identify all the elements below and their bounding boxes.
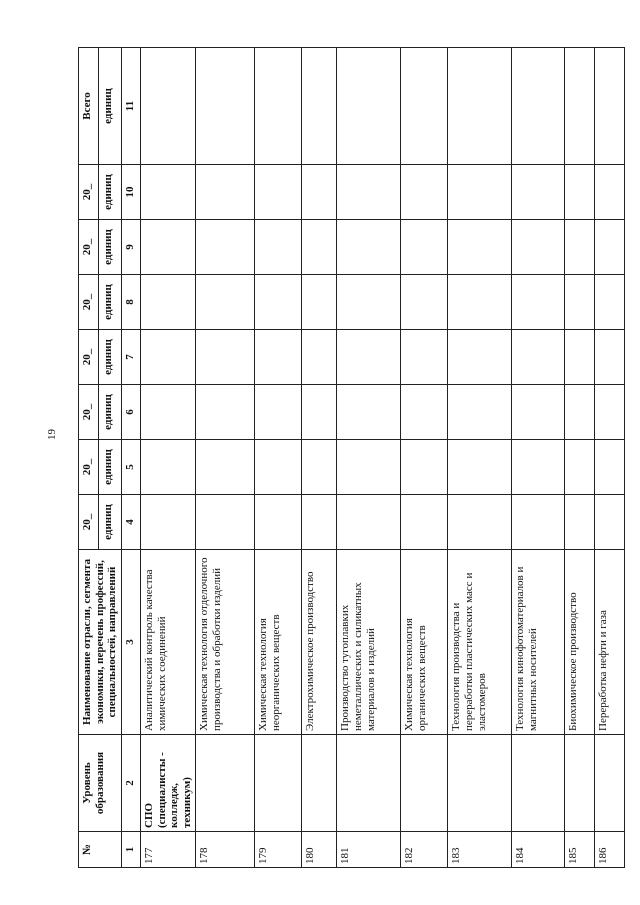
row-level: СПО (специалисты - колледж, техникум) [140, 735, 196, 832]
empty-cell [565, 220, 595, 275]
table-row [565, 48, 595, 868]
unit-label: единиц [99, 495, 122, 550]
header-year: 20_ [79, 385, 99, 440]
empty-cell [401, 165, 448, 220]
empty-cell [565, 330, 595, 385]
empty-cell [448, 48, 512, 165]
row-level [448, 735, 512, 832]
empty-cell [255, 48, 302, 165]
table-body [140, 48, 625, 868]
column-number: 2 [121, 735, 140, 832]
header-no: № [79, 832, 122, 868]
column-number: 10 [121, 165, 140, 220]
empty-cell [302, 495, 337, 550]
header-year: 20_ [79, 275, 99, 330]
row-name: Технология производства и переработки пластических масс и эластомеров [448, 550, 512, 735]
empty-cell [512, 275, 565, 330]
unit-label: единиц [99, 440, 122, 495]
empty-cell [401, 440, 448, 495]
empty-cell [255, 330, 302, 385]
empty-cell [337, 330, 401, 385]
empty-cell [302, 220, 337, 275]
table-row [448, 48, 512, 868]
empty-cell [302, 275, 337, 330]
column-number: 8 [121, 275, 140, 330]
empty-cell [302, 330, 337, 385]
table-row [255, 48, 302, 868]
row-number: 183 [448, 832, 512, 868]
row-name: Аналитический контроль качества химических соединений [140, 550, 196, 735]
row-level [302, 735, 337, 832]
column-number: 6 [121, 385, 140, 440]
row-number: 180 [302, 832, 337, 868]
empty-cell [401, 330, 448, 385]
header-year: 20_ [79, 330, 99, 385]
empty-cell [595, 440, 625, 495]
empty-cell [255, 440, 302, 495]
row-level [595, 735, 625, 832]
row-number: 178 [196, 832, 255, 868]
empty-cell [337, 165, 401, 220]
empty-cell [595, 385, 625, 440]
empty-cell [401, 385, 448, 440]
table-row [595, 48, 625, 868]
empty-cell [255, 275, 302, 330]
row-level [255, 735, 302, 832]
row-name: Электрохимическое производство [302, 550, 337, 735]
empty-cell [512, 495, 565, 550]
unit-label: единиц [99, 330, 122, 385]
column-number: 7 [121, 330, 140, 385]
specialties-table [78, 47, 625, 868]
column-number: 4 [121, 495, 140, 550]
empty-cell [448, 330, 512, 385]
column-number: 11 [121, 48, 140, 165]
row-name: Переработка нефти и газа [595, 550, 625, 735]
empty-cell [196, 330, 255, 385]
header-total: Всего [79, 48, 99, 165]
empty-cell [448, 495, 512, 550]
empty-cell [512, 385, 565, 440]
header-name: Наименование отрасли, сегмента экономики, перечень профессий, специальностей, направлений [79, 550, 122, 735]
empty-cell [140, 440, 196, 495]
row-name: Технология кинофотоматериалов и магнитных носителей [512, 550, 565, 735]
row-level [196, 735, 255, 832]
empty-cell [337, 220, 401, 275]
column-number: 9 [121, 220, 140, 275]
empty-cell [196, 275, 255, 330]
empty-cell [595, 495, 625, 550]
empty-cell [448, 220, 512, 275]
row-number: 184 [512, 832, 565, 868]
empty-cell [196, 220, 255, 275]
row-number: 177 [140, 832, 196, 868]
row-name: Биохимическое производство [565, 550, 595, 735]
empty-cell [512, 48, 565, 165]
row-level [565, 735, 595, 832]
row-number: 181 [337, 832, 401, 868]
empty-cell [302, 440, 337, 495]
column-number: 1 [121, 832, 140, 868]
header-level: Уровень образования [79, 735, 122, 832]
empty-cell [512, 220, 565, 275]
empty-cell [196, 495, 255, 550]
unit-label: единиц [99, 220, 122, 275]
empty-cell [512, 440, 565, 495]
empty-cell [448, 165, 512, 220]
table-row [401, 48, 448, 868]
header-year: 20_ [79, 440, 99, 495]
empty-cell [401, 275, 448, 330]
empty-cell [401, 220, 448, 275]
empty-cell [302, 165, 337, 220]
empty-cell [196, 385, 255, 440]
page-number: 19 [46, 429, 58, 440]
empty-cell [255, 220, 302, 275]
unit-label: единиц [99, 275, 122, 330]
empty-cell [140, 330, 196, 385]
empty-cell [337, 440, 401, 495]
row-name: Химическая технология отделочного производства и обработки изделий [196, 550, 255, 735]
empty-cell [512, 330, 565, 385]
empty-cell [595, 48, 625, 165]
row-name: Химическая технология неорганических веществ [255, 550, 302, 735]
empty-cell [401, 495, 448, 550]
header-year: 20_ [79, 495, 99, 550]
empty-cell [595, 275, 625, 330]
table-row [140, 48, 196, 868]
row-level [401, 735, 448, 832]
empty-cell [337, 495, 401, 550]
row-name: Производство тугоплавких неметаллических и силикатных материалов и изделий [337, 550, 401, 735]
column-number: 3 [121, 550, 140, 735]
empty-cell [448, 440, 512, 495]
empty-cell [565, 495, 595, 550]
header-year: 20_ [79, 165, 99, 220]
empty-cell [337, 385, 401, 440]
row-number: 185 [565, 832, 595, 868]
empty-cell [565, 440, 595, 495]
empty-cell [140, 220, 196, 275]
row-number: 179 [255, 832, 302, 868]
empty-cell [255, 495, 302, 550]
row-number: 182 [401, 832, 448, 868]
unit-label: единиц [99, 385, 122, 440]
table-row [302, 48, 337, 868]
empty-cell [337, 48, 401, 165]
empty-cell [196, 165, 255, 220]
empty-cell [302, 385, 337, 440]
row-level [512, 735, 565, 832]
empty-cell [595, 220, 625, 275]
header-year: 20_ [79, 220, 99, 275]
column-number: 5 [121, 440, 140, 495]
empty-cell [565, 275, 595, 330]
row-name: Химическая технология органических веществ [401, 550, 448, 735]
empty-cell [595, 330, 625, 385]
table-row [512, 48, 565, 868]
empty-cell [140, 48, 196, 165]
empty-cell [140, 165, 196, 220]
empty-cell [448, 275, 512, 330]
unit-label: единиц [99, 48, 122, 165]
row-level [337, 735, 401, 832]
empty-cell [255, 165, 302, 220]
empty-cell [565, 48, 595, 165]
empty-cell [595, 165, 625, 220]
empty-cell [337, 275, 401, 330]
header-row [79, 48, 99, 868]
empty-cell [140, 275, 196, 330]
table-row [337, 48, 401, 868]
empty-cell [565, 165, 595, 220]
empty-cell [401, 48, 448, 165]
row-number: 186 [595, 832, 625, 868]
empty-cell [255, 385, 302, 440]
empty-cell [140, 385, 196, 440]
empty-cell [512, 165, 565, 220]
column-number-row [121, 48, 140, 868]
empty-cell [196, 48, 255, 165]
rotated-table-container [78, 48, 610, 868]
empty-cell [448, 385, 512, 440]
unit-label: единиц [99, 165, 122, 220]
empty-cell [302, 48, 337, 165]
empty-cell [196, 440, 255, 495]
empty-cell [565, 385, 595, 440]
empty-cell [140, 495, 196, 550]
table-row [196, 48, 255, 868]
